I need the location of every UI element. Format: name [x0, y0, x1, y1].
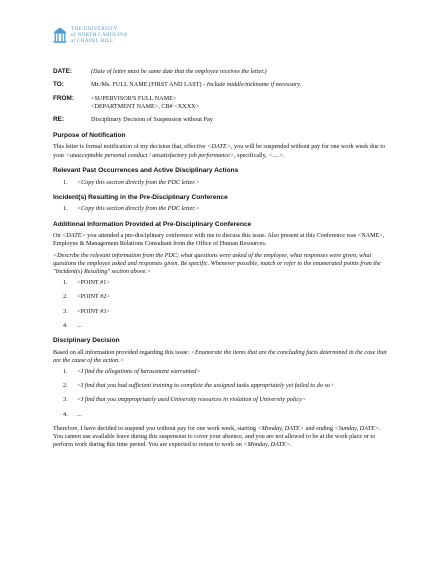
purpose-text-3: , specifically,: [234, 151, 269, 159]
finding-text: <I find that you had sufficient training to complete the assigned tasks appropriately yet failed to do so>: [77, 382, 335, 390]
decision-paragraph: [53, 349, 391, 365]
point-text: <POINT #1>: [77, 279, 110, 287]
university-logo: [53, 26, 127, 45]
from-supervisor: <SUPERVISOR'S FULL NAME>: [91, 94, 177, 102]
additional-info-instructions: <Describe the relevant information from the PDC; what questions were asked of the employee, what responses were given, what questions the employee asked and responses given. Be specific. Whenever possible, match or refer to the enumerated points from the "Incident(s) Resulting" section above.>: [53, 251, 381, 276]
additional-info-heading: Additional Information Provided at Pre-Disciplinary Conference: [53, 220, 252, 228]
past-occurrences-list: [53, 179, 391, 187]
decision-text: Based on all information provided regarding this issue:: [53, 348, 191, 356]
list-item: 1. <Copy this section directly from the PDC letter.>: [53, 179, 391, 187]
closing-return-date: <Monday, DATE>: [243, 441, 291, 449]
list-item: 1. <I find the allegations of harassment warranted>: [53, 368, 391, 376]
to-label: TO:: [53, 81, 64, 89]
incident-list: [53, 205, 391, 213]
list-item: 2. <I find that you had sufficient training to complete the assigned tasks appropriately yet failed to do so>: [53, 382, 391, 390]
additional-text-2: you attended a pre-disciplinary conference with me to discuss this issue. Also present at this Conference was <NAME>, Employee & Management Relations Consultant from the Office of Human Resources.: [53, 232, 385, 248]
list-item: 4. ...: [53, 322, 391, 330]
purpose-text-4: <....>.: [268, 151, 285, 159]
re-value: Disciplinary Decision of Suspension without Pay: [91, 116, 213, 124]
point-text: <POINT #2>: [77, 293, 110, 301]
purpose-text-1: This letter is formal notification of my decision that, effective: [53, 143, 208, 151]
finding-text: <I find that you inappropriately used University resources in violation of University policy>: [77, 396, 306, 404]
re-row: [53, 116, 391, 124]
purpose-text-2: , you will be suspended without pay for one work week due to your: [53, 143, 386, 159]
to-value: [91, 81, 391, 89]
letter-content: [53, 66, 391, 452]
logo-line-3: at CHAPEL HILL: [71, 38, 114, 45]
point-text: <POINT #3>: [77, 307, 110, 315]
purpose-reason: <unacceptable personal conduct / unsatisfactory job performance>: [65, 151, 235, 159]
additional-info-paragraph: [53, 232, 391, 248]
closing-end-date: <Sunday, DATE>: [334, 424, 380, 432]
old-well-icon: [53, 26, 67, 44]
closing-text-1: Therefore, I have decided to suspend you without pay for one work week, starting: [53, 424, 258, 432]
list-item: 3. <I find that you inappropriately used University resources in violation of University policy>: [53, 396, 391, 404]
incident-item-text: <Copy this section directly from the PDC letter.>: [77, 205, 200, 213]
from-row: [53, 95, 391, 111]
finding-text: ...: [77, 410, 82, 418]
from-label: FROM:: [53, 94, 74, 102]
logo-text: [71, 26, 127, 45]
logo-line-2: of NORTH CAROLINA: [71, 32, 128, 39]
to-name: Mr./Ms. FULL NAME (FIRST AND LAST) -: [91, 81, 207, 89]
from-value: [91, 95, 391, 111]
date-row: [53, 68, 391, 76]
to-note: Include middle/nickname if necessary.: [206, 81, 302, 89]
logo-line-1: THE UNIVERSITY: [71, 26, 118, 32]
purpose-heading: Purpose of Notification: [53, 131, 126, 139]
list-item: 2. <POINT #2>: [53, 293, 391, 301]
decision-heading: Disciplinary Decision: [53, 336, 120, 344]
closing-text-3: . You cannot use available leave during this suspension to cover your absence, and you are not allowed to be at the work place or to perform work during this time period. You are expected to return to work on: [53, 424, 381, 449]
list-item: 1. <POINT #1>: [53, 279, 391, 287]
incident-heading: Incident(s) Resulting in the Pre-Disciplinary Conference: [53, 193, 228, 201]
from-department: <DEPARTMENT NAME>, CB# <XXXX>: [91, 103, 200, 111]
findings-list: [53, 368, 391, 419]
purpose-paragraph: [53, 143, 391, 159]
closing-text-2: and ending: [304, 424, 335, 432]
closing-paragraph: [53, 425, 391, 450]
additional-text-1: On: [53, 232, 63, 240]
date-label: DATE:: [53, 68, 73, 75]
list-item: 3. <POINT #3>: [53, 308, 391, 316]
point-text: ...: [77, 321, 82, 329]
past-item-text: <Copy this section directly from the PDC letter.>: [77, 178, 200, 186]
list-item: 4. ...: [53, 411, 391, 419]
re-label: RE:: [53, 116, 65, 124]
additional-date: <DATE>: [62, 232, 86, 240]
date-value: (Date of letter must be same date that the employee receives the letter.): [91, 68, 267, 75]
list-item: 1. <Copy this section directly from the PDC letter.>: [53, 205, 391, 213]
points-list: [53, 279, 391, 330]
past-occurrences-heading: Relevant Past Occurrences and Active Disciplinary Actions: [53, 166, 239, 174]
closing-text-4: .: [290, 441, 292, 449]
closing-start-date: <Monday, DATE>: [257, 424, 305, 432]
decision-italic: <Enumerate the items that are the concluding facts determined in the case that are the cause of the action.>: [53, 348, 387, 364]
purpose-date: <DATE>: [207, 143, 231, 151]
to-row: [53, 81, 391, 89]
finding-text: <I find the allegations of harassment warranted>: [77, 368, 201, 376]
